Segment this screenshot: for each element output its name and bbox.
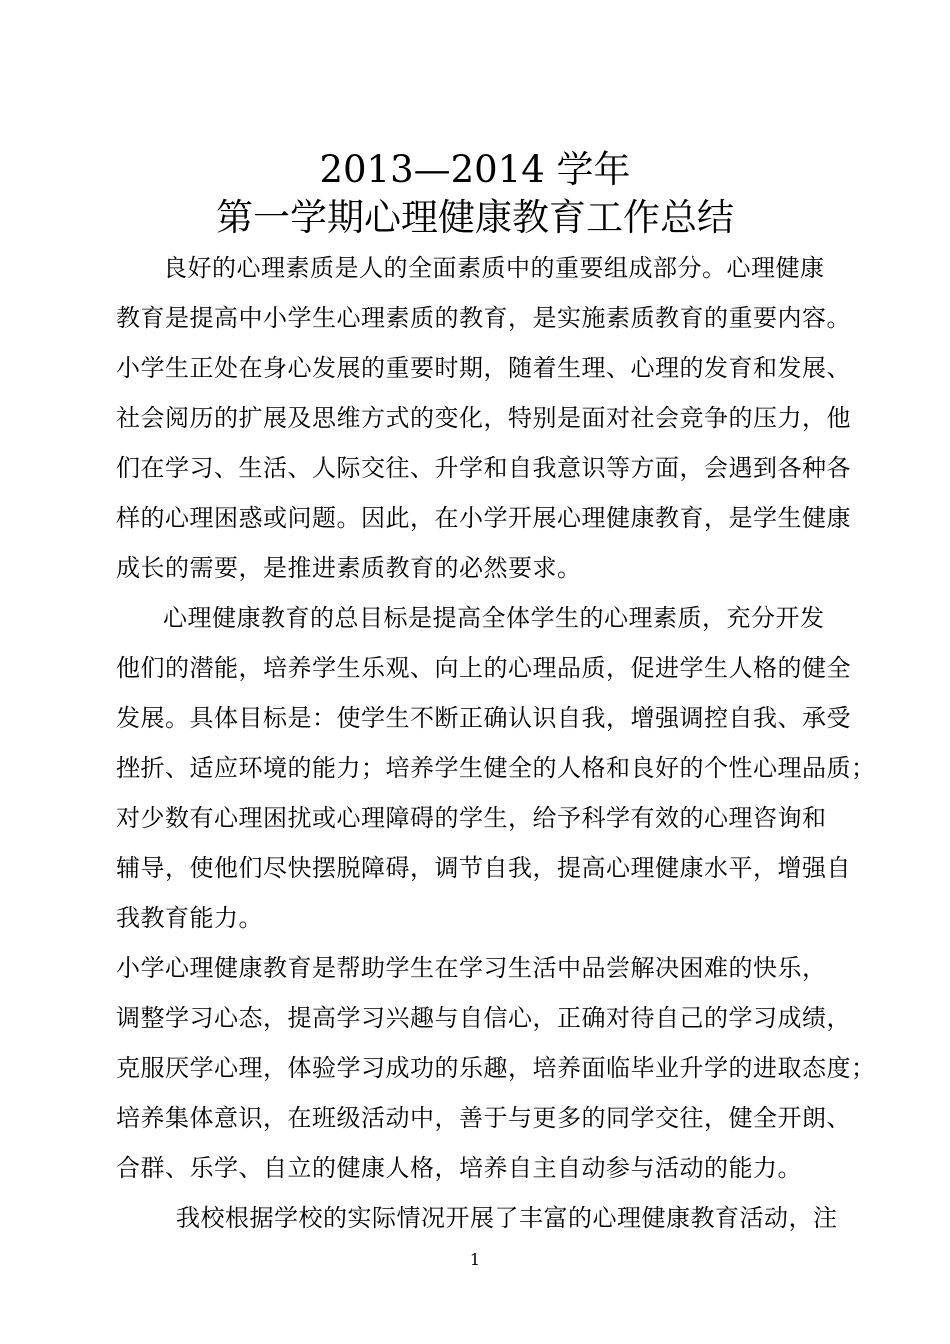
- body-line: 小学心理健康教育是帮助学生在学习生活中品尝解决困难的快乐，: [116, 954, 827, 982]
- body-line: 心理健康教育的总目标是提高全体学生的心理素质，充分开发: [163, 604, 825, 632]
- body-line: 培养集体意识，在班级活动中，善于与更多的同学交往，健全开朗、: [116, 1104, 851, 1132]
- body-line: 良好的心理素质是人的全面素质中的重要组成部分。心理健康: [163, 254, 825, 282]
- body-line: 社会阅历的扩展及思维方式的变化，特别是面对社会竞争的压力，他: [116, 404, 851, 432]
- body-line: 挫折、适应环境的能力；培养学生健全的人格和良好的个性心理品质；: [116, 754, 876, 782]
- body-line: 他们的潜能，培养学生乐观、向上的心理品质，促进学生人格的健全: [116, 654, 851, 682]
- body-line: 合群、乐学、自立的健康人格，培养自主自动参与活动的能力。: [116, 1154, 802, 1182]
- page-number: 1: [469, 1250, 481, 1269]
- body-line: 发展。具体目标是：使学生不断正确认识自我，增强调控自我、承受: [116, 704, 851, 732]
- body-line: 我教育能力。: [116, 904, 263, 932]
- document-title-year: 2013—2014 学年: [319, 148, 631, 191]
- body-line: 们在学习、生活、人际交往、升学和自我意识等方面，会遇到各种各: [116, 454, 851, 482]
- body-line: 克服厌学心理，体验学习成功的乐趣，培养面临毕业升学的进取态度；: [116, 1054, 876, 1082]
- body-line: 对少数有心理困扰或心理障碍的学生，给予科学有效的心理咨询和: [116, 804, 827, 832]
- body-line: 教育是提高中小学生心理素质的教育，是实施素质教育的重要内容。: [116, 304, 851, 332]
- body-line: 我校根据学校的实际情况开展了丰富的心理健康教育活动，注: [176, 1204, 838, 1232]
- body-line: 成长的需要，是推进素质教育的必然要求。: [116, 554, 582, 582]
- body-line: 样的心理困惑或问题。因此，在小学开展心理健康教育，是学生健康: [116, 504, 851, 532]
- body-line: 小学生正处在身心发展的重要时期，随着生理、心理的发育和发展、: [116, 354, 851, 382]
- body-line: 调整学习心态，提高学习兴趣与自信心，正确对待自己的学习成绩，: [116, 1004, 851, 1032]
- body-line: 辅导，使他们尽快摆脱障碍，调节自我，提高心理健康水平，增强自: [116, 854, 851, 882]
- document-title: 第一学期心理健康教育工作总结: [216, 196, 734, 239]
